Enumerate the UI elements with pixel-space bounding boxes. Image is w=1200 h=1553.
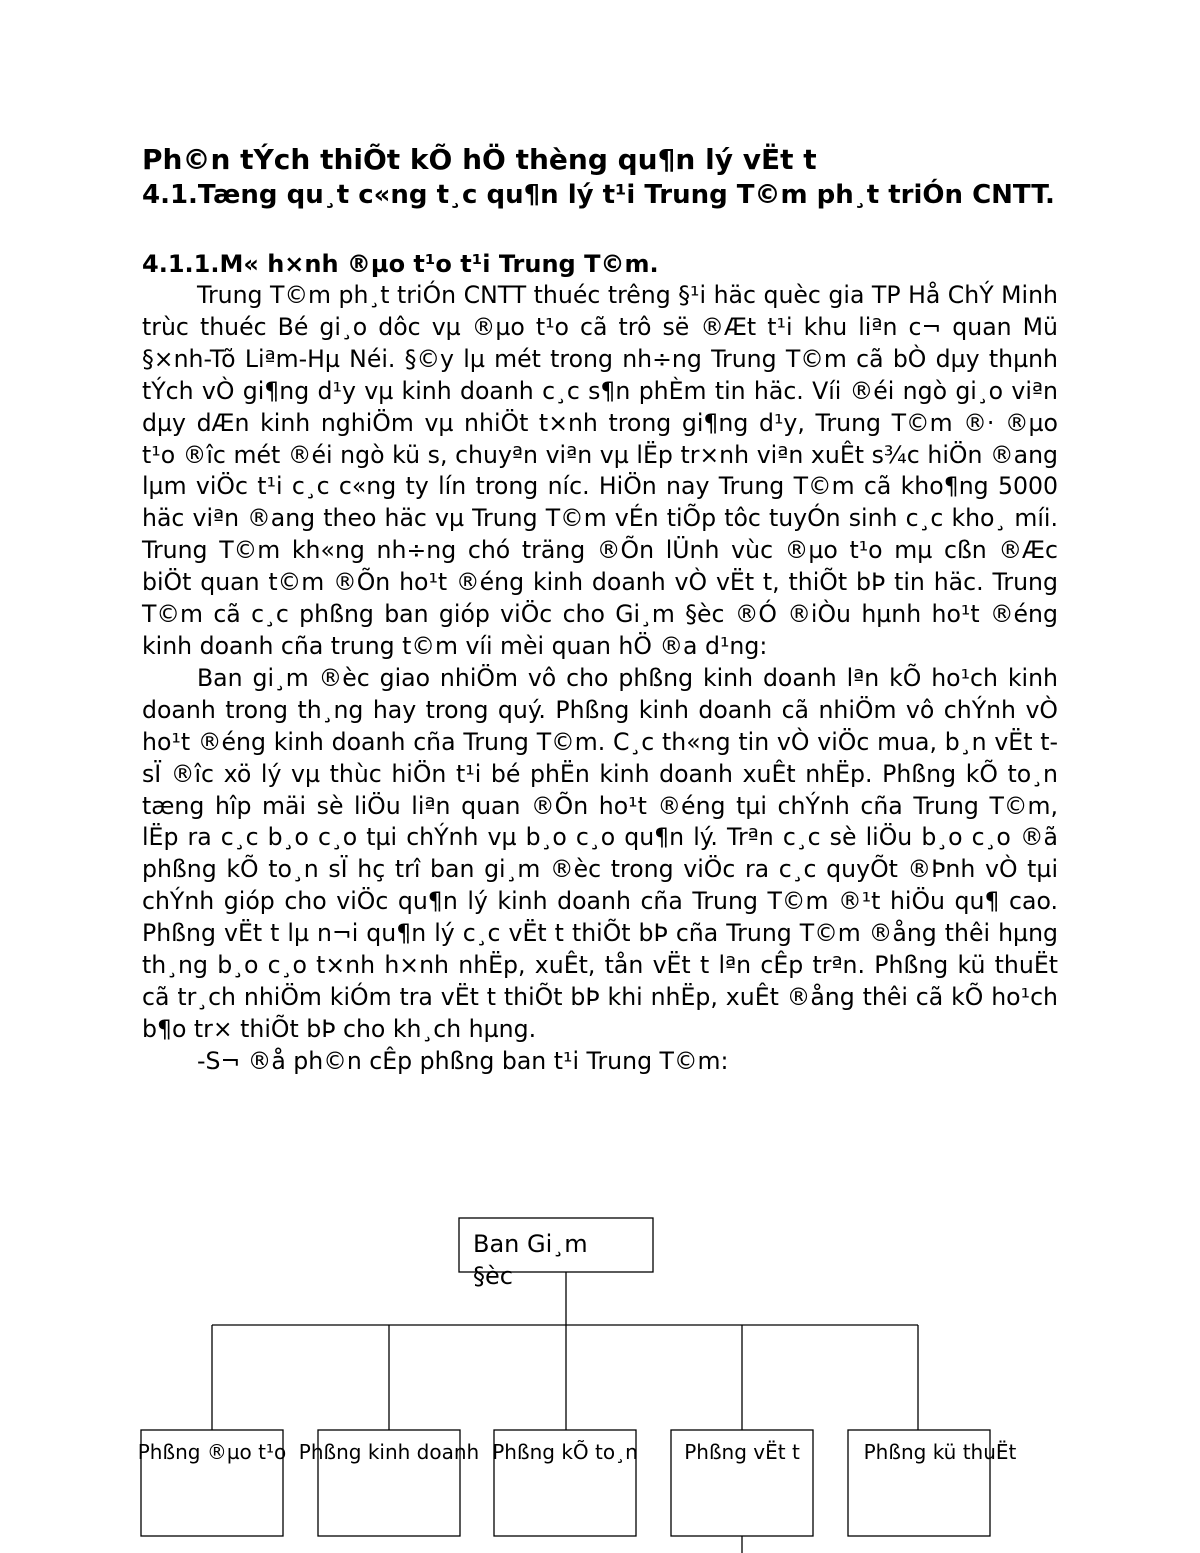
org-department-label: Phßng kinh doanh — [298, 1440, 480, 1464]
org-root-box — [459, 1218, 653, 1272]
document-title: Ph©n tÝch thiÕt kÕ hÖ thèng qu¶n lý vËt t — [142, 143, 817, 176]
org-department-box — [141, 1430, 283, 1536]
paragraph: Trung T©m ph¸t triÓn CNTT thuéc trêng §¹i häc quèc gia TP Hå ChÝ Minh trùc thuéc Bé gi¸o dôc vµ ®µo t¹o cã trô së ®Æt t¹i khu liªn c¬ quan Mü §×nh-Tõ Liªm-Hµ Néi. §©y lµ mét trong nh÷ng Trung T©m cã bÒ dµy thµnh tÝch vÒ gi¶ng d¹y vµ kinh doanh c¸c s¶n phÈm tin häc. Víi ®éi ngò gi¸o viªn dµy dÆn kinh nghiÖm vµ nhiÖt t×nh trong gi¶ng d¹y, Trung T©m ®· ®µo t¹o ®îc mét ®éi ngò kü s, chuyªn viªn vµ lËp tr×nh viªn xuÊt s¾c hiÖn ®ang lµm viÖc t¹i c¸c c«ng ty lín trong níc. HiÖn nay Trung T©m cã kho¶ng 5000 häc viªn ®ang theo häc vµ Trung T©m vÉn tiÕp tôc tuyÓn sinh c¸c kho¸ míi. Trung T©m kh«ng nh÷ng chó träng ®Õn lÜnh vùc ®µo t¹o mµ cßn ®Æc biÖt quan t©m ®Õn ho¹t ®éng kinh doanh vÒ vËt t, thiÕt bÞ tin häc. Trung T©m cã c¸c phßng ban gióp viÖc cho Gi¸m §èc ®Ó ®iÒu hµnh ho¹t ®éng kinh doanh cña trung t©m víi mèi quan hÖ ®a d¹ng: — [142, 281, 1058, 660]
org-department-label: Phßng ®µo t¹o — [137, 1440, 287, 1464]
org-department-label: Phßng vËt t — [684, 1440, 800, 1464]
org-department-box — [494, 1430, 636, 1536]
org-department-box — [671, 1430, 813, 1536]
subsection-heading: 4.1.1.M« h×nh ®µo t¹o t¹i Trung T©m. — [142, 250, 659, 278]
org-department-box — [318, 1430, 460, 1536]
document-body — [142, 280, 1058, 1078]
org-department-box — [848, 1430, 990, 1536]
paragraph: Ban gi¸m ®èc giao nhiÖm vô cho phßng kinh doanh lªn kÕ ho¹ch kinh doanh trong th¸ng hay trong quý. Phßng kinh doanh cã nhiÖm vô chÝnh vÒ ho¹t ®éng kinh doanh cña Trung T©m. C¸c th«ng tin vÒ viÖc mua, b¸n vËt t sÏ ®îc xö lý vµ thùc hiÖn t¹i bé phËn kinh doanh xuÊt nhËp. Phßng kÕ to¸n tæng hîp mäi sè liÖu liªn quan ®Õn ho¹t ®éng tµi chÝnh cña Trung T©m, lËp ra c¸c b¸o c¸o tµi chÝnh vµ b¸o c¸o qu¶n lý. Trªn c¸c sè liÖu b¸o c¸o ®ã phßng kÕ to¸n sÏ hç trî ban gi¸m ®èc trong viÖc ra c¸c quyÕt ®Þnh vÒ tµi chÝnh gióp cho viÖc qu¶n lý kinh doanh cña Trung T©m ®¹t hiÖu qu¶ cao. Phßng vËt t lµ n¬i qu¶n lý c¸c vËt t thiÕt bÞ cña Trung T©m ®ång thêi hµng th¸ng b¸o c¸o t×nh h×nh nhËp, xuÊt, tån vËt t lªn cÊp trªn. Phßng kü thuËt cã tr¸ch nhiÖm kiÓm tra vËt t thiÕt bÞ khi nhËp, xuÊt ®ång thêi cã kÕ ho¹ch b¶o tr× thiÕt bÞ cho kh¸ch hµng. — [142, 663, 1058, 1043]
org-root-label: Ban Gi¸m §èc — [473, 1230, 588, 1290]
org-department-label: Phßng kü thuËt — [863, 1440, 1017, 1464]
org-department-label: Phßng kÕ to¸n — [492, 1440, 638, 1464]
paragraph: -S¬ ®å ph©n cÊp phßng ban t¹i Trung T©m: — [197, 1046, 729, 1075]
section-heading: 4.1.Tæng qu¸t c«ng t¸c qu¶n lý t¹i Trung T©m ph¸t triÓn CNTT. — [142, 180, 1055, 210]
